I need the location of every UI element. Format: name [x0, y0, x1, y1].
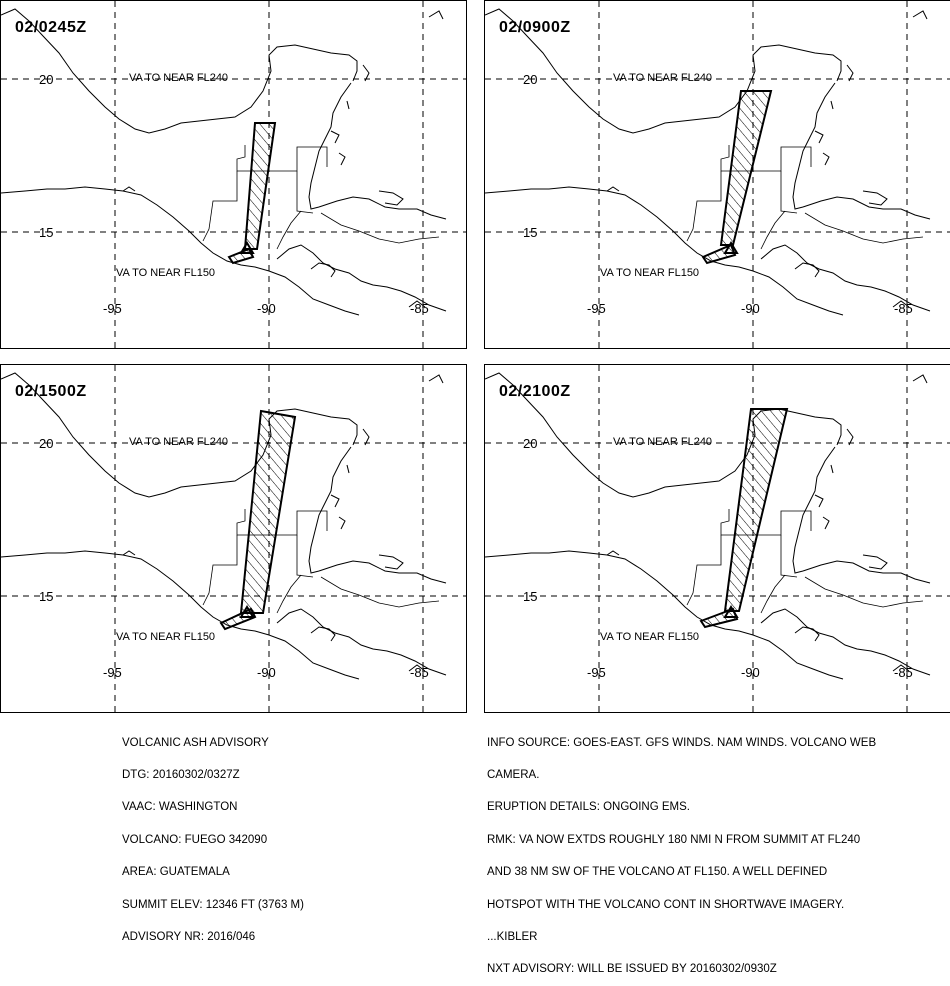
remarks-line: AND 38 NM SW OF THE VOLCANO AT FL150. A WELL DEFINED: [487, 866, 828, 879]
panel-1-lon-90: -90: [257, 301, 276, 316]
remarks-line: ...KIBLER: [487, 930, 538, 943]
country-borders: [203, 145, 439, 249]
panel-2-lon-85: -85: [894, 301, 913, 316]
ash-area-fl240: [725, 409, 787, 611]
panel-3-title: 02/1500Z: [15, 383, 87, 400]
forecast-panel-4: [484, 364, 950, 713]
lat-lon-grid: [485, 365, 950, 712]
panel-3-lat-15: 15: [39, 589, 54, 604]
ash-area-fl240: [245, 123, 275, 249]
panel-1-lon-85: -85: [410, 301, 429, 316]
panel-3-lower-label: VA TO NEAR FL150: [116, 631, 216, 643]
coastline: [1, 9, 446, 315]
coastline: [485, 9, 930, 315]
panel-4-lon-85: -85: [894, 665, 913, 680]
advisory-line: VOLCANO: FUEGO 342090: [122, 833, 268, 846]
panel-3-lat-20: 20: [39, 436, 54, 451]
remarks-line: NXT ADVISORY: WILL BE ISSUED BY 20160302/0930Z: [487, 963, 777, 976]
panel-1-lat-15: 15: [39, 225, 54, 240]
advisory-line: DTG: 20160302/0327Z: [122, 768, 240, 781]
panel-2-lat-15: 15: [523, 225, 538, 240]
remarks-line: INFO SOURCE: GOES-EAST. GFS WINDS. NAM WINDS. VOLCANO WEB: [487, 736, 877, 749]
forecast-panel-3: [0, 364, 467, 713]
coastline: [1, 373, 446, 679]
panel-4-lon-90: -90: [741, 665, 760, 680]
panel-1-lower-label: VA TO NEAR FL150: [116, 267, 216, 279]
panel-2-lower-label: VA TO NEAR FL150: [600, 267, 700, 279]
panel-1-lon-95: -95: [103, 301, 122, 316]
ash-area-fl240: [241, 411, 295, 613]
advisory-line: VOLCANIC ASH ADVISORY: [122, 736, 269, 749]
advisory-line: SUMMIT ELEV: 12346 FT (3763 M): [122, 898, 304, 911]
advisory-header: [122, 716, 304, 954]
remarks-line: ERUPTION DETAILS: ONGOING EMS.: [487, 801, 690, 814]
map-3: [1, 365, 466, 712]
lat-lon-grid: [1, 1, 466, 348]
panel-3-upper-label: VA TO NEAR FL240: [129, 436, 229, 448]
panel-4-upper-label: VA TO NEAR FL240: [613, 436, 713, 448]
panel-3-lon-90: -90: [257, 665, 276, 680]
panel-4-lat-15: 15: [523, 589, 538, 604]
panel-2-lat-20: 20: [523, 72, 538, 87]
panel-1-lat-20: 20: [39, 72, 54, 87]
lat-lon-grid: [485, 1, 950, 348]
remarks-line: CAMERA.: [487, 768, 540, 781]
remarks-line: HOTSPOT WITH THE VOLCANO CONT IN SHORTWAVE IMAGERY.: [487, 898, 845, 911]
panel-3-lon-95: -95: [103, 665, 122, 680]
panel-4-lower-label: VA TO NEAR FL150: [600, 631, 700, 643]
panel-2-title: 02/0900Z: [499, 19, 571, 36]
panel-2-upper-label: VA TO NEAR FL240: [613, 72, 713, 84]
panel-2-lon-90: -90: [741, 301, 760, 316]
panel-3-lon-85: -85: [410, 665, 429, 680]
remarks-line: RMK: VA NOW EXTDS ROUGHLY 180 NMI N FROM SUMMIT AT FL240: [487, 833, 861, 846]
panel-4-title: 02/2100Z: [499, 383, 571, 400]
map-1: [1, 1, 466, 348]
forecast-panel-1: [0, 0, 467, 349]
advisory-remarks: [487, 716, 876, 986]
advisory-line: AREA: GUATEMALA: [122, 866, 230, 879]
advisory-line: ADVISORY NR: 2016/046: [122, 930, 256, 943]
panel-4-lon-95: -95: [587, 665, 606, 680]
coastline: [485, 373, 930, 679]
country-borders: [203, 509, 439, 613]
panel-4-lat-20: 20: [523, 436, 538, 451]
ash-area-fl240: [721, 91, 771, 245]
country-borders: [687, 509, 923, 613]
panel-1-upper-label: VA TO NEAR FL240: [129, 72, 229, 84]
lat-lon-grid: [1, 365, 466, 712]
panel-1-title: 02/0245Z: [15, 19, 87, 36]
advisory-line: VAAC: WASHINGTON: [122, 801, 238, 814]
panel-2-lon-95: -95: [587, 301, 606, 316]
forecast-panel-2: [484, 0, 950, 349]
map-4: [485, 365, 950, 712]
map-2: [485, 1, 950, 348]
